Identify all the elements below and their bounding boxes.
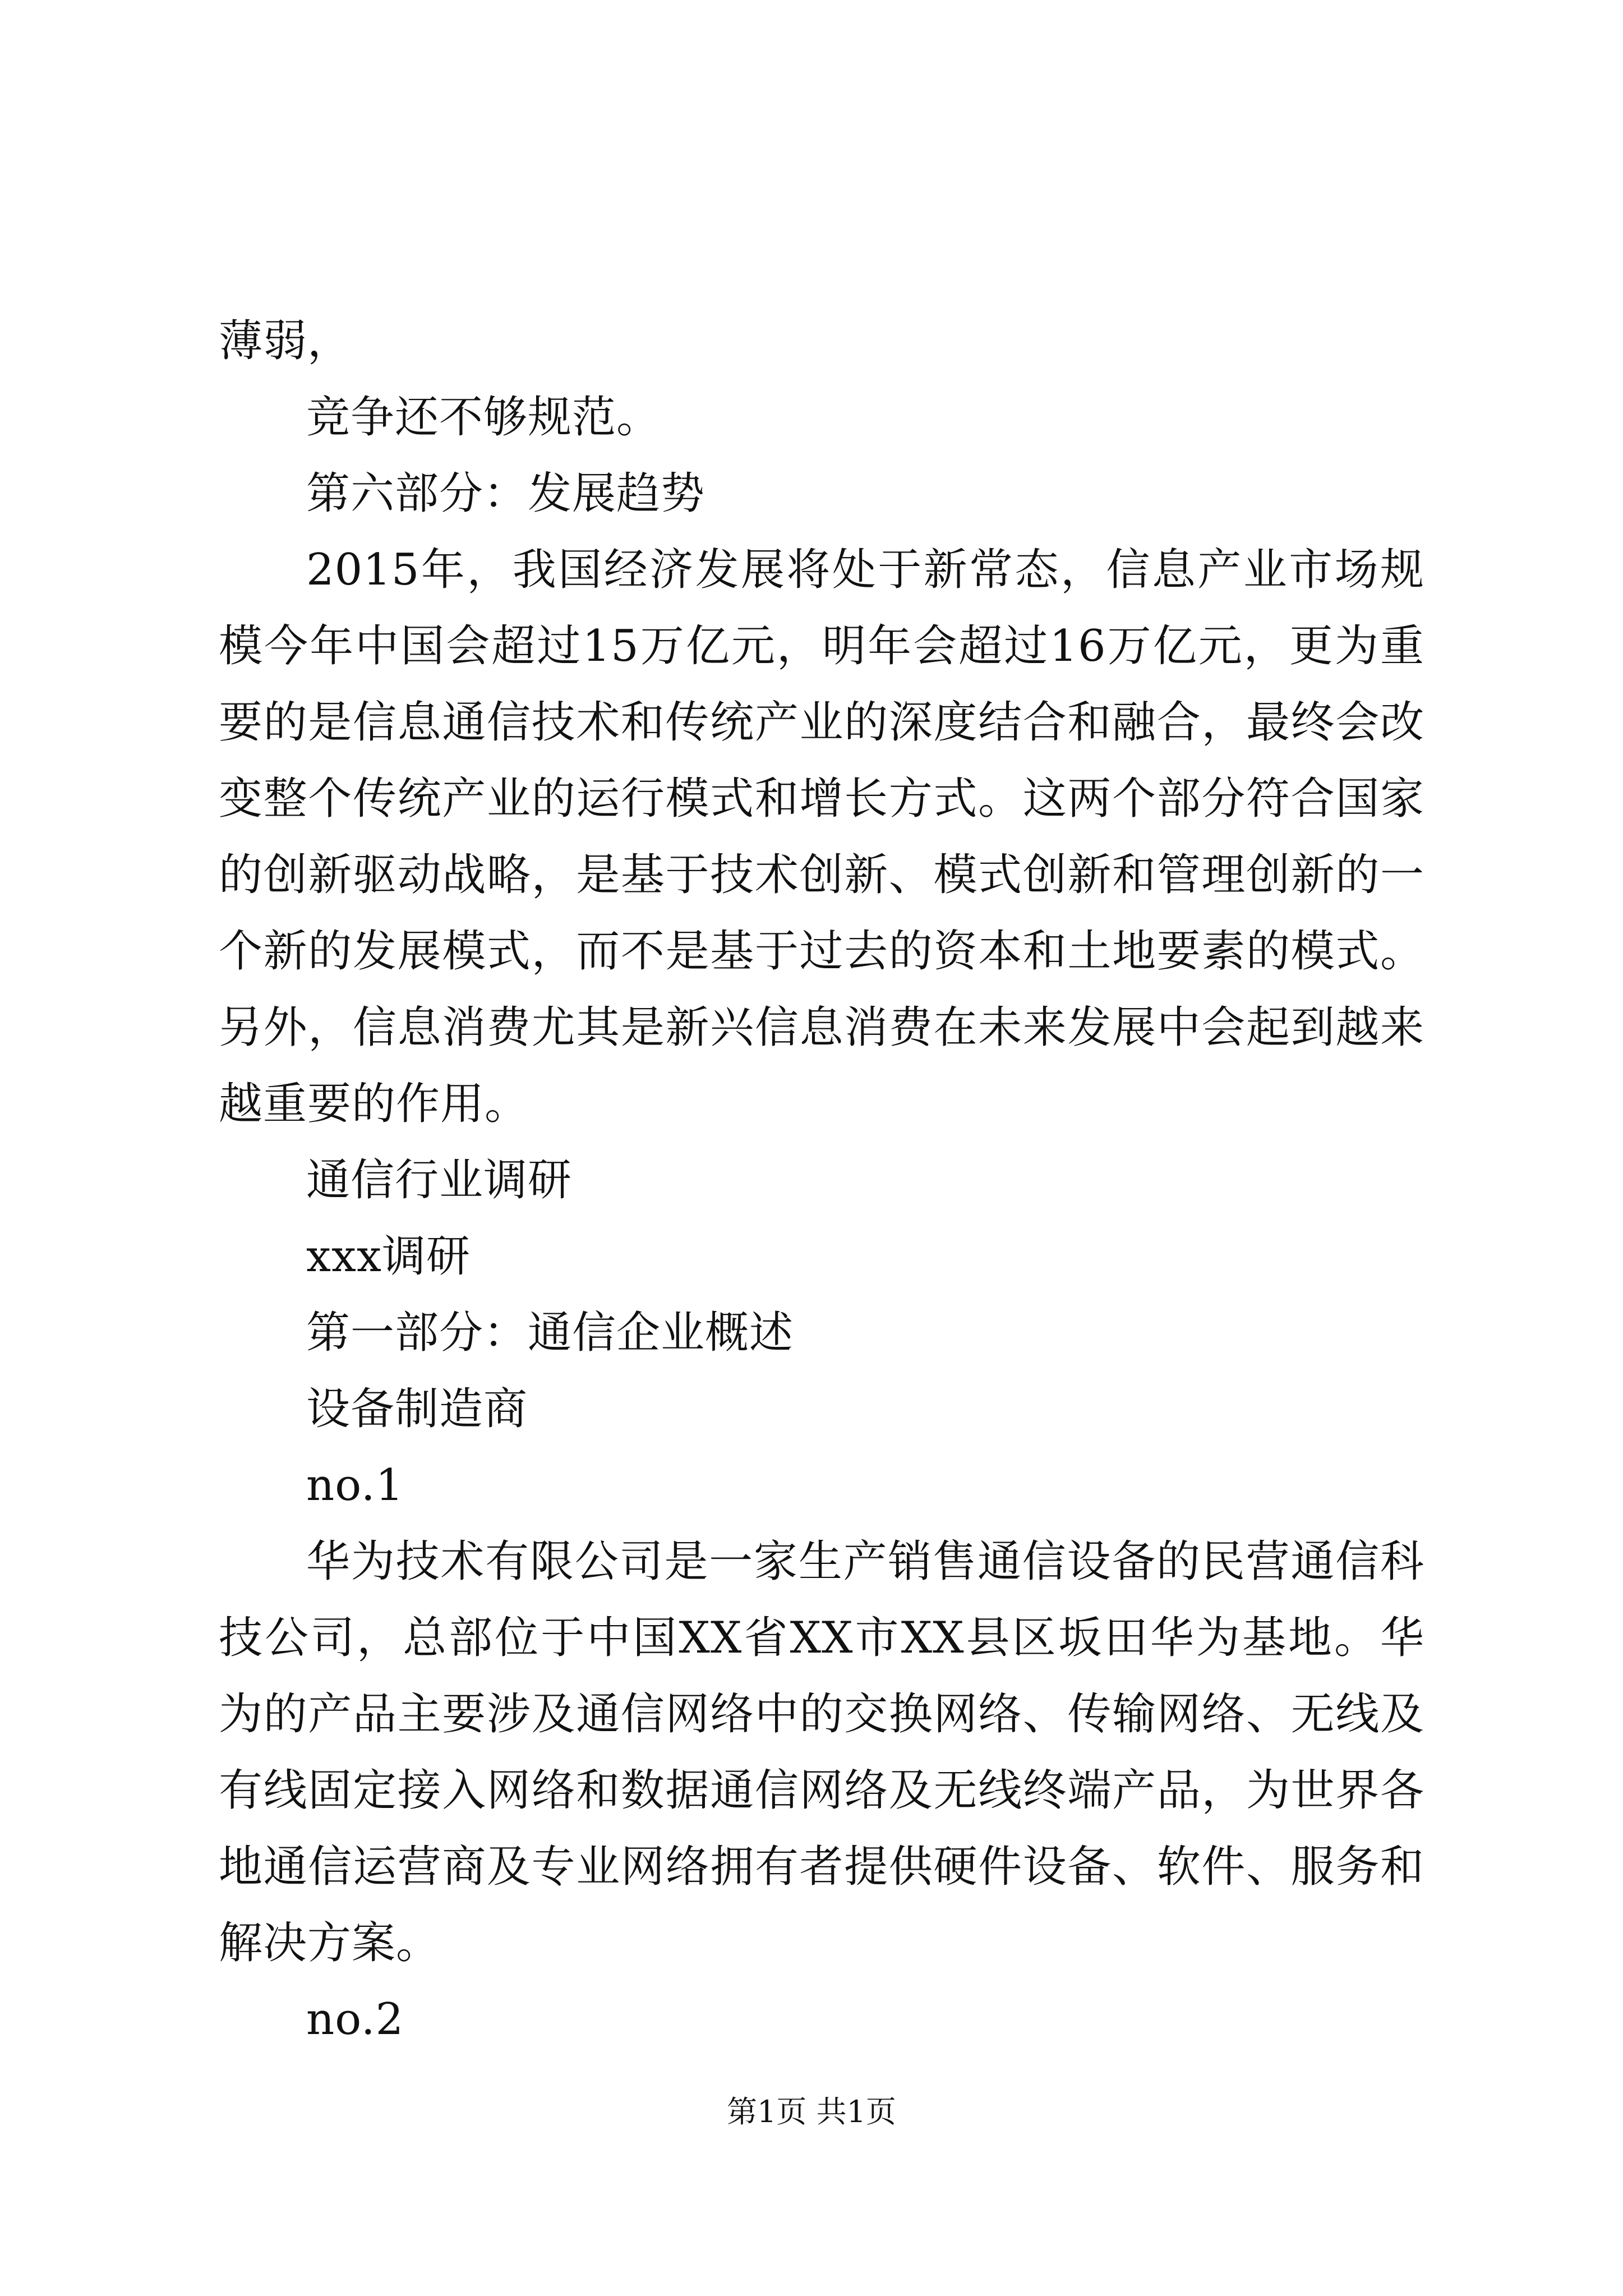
document-subtitle: xxx调研 <box>306 1231 471 1282</box>
paragraph: 竞争还不够规范。 <box>306 392 661 443</box>
rank-label: no.1 <box>306 1460 404 1511</box>
paragraph: 2015年，我国经济发展将处于新常态，信息产业市场规模今年中国会超过15万亿元，明年会超过16万亿元，更为重要的是信息通信技术和传统产业的深度结合和融合，最终会改变整个传统产业的运行模式和增长方式。这两个部分符合国家的创新驱动战略，是基于技术创新、模式创新和管理创新的一个新的发展模式，而不是基于过去的资本和土地要素的模式。另外，信息消费尤其是新兴信息消费在未来发展中会起到越来越重要的作用。 <box>219 545 1424 1129</box>
section-heading: 第一部分：通信企业概述 <box>306 1308 794 1358</box>
rank-label: no.2 <box>306 1994 404 2045</box>
paragraph: 华为技术有限公司是一家生产销售通信设备的民营通信科技公司，总部位于中国XX省XX市XX县区坂田华为基地。华为的产品主要涉及通信网络中的交换网络、传输网络、无线及有线固定接入网络和数据通信网络及无线终端产品，为世界各地通信运营商及专业网络拥有者提供硬件设备、软件、服务和解决方案。 <box>219 1536 1424 1968</box>
subsection-heading: 设备制造商 <box>306 1384 528 1434</box>
paragraph: 薄弱， <box>219 316 352 366</box>
document-title: 通信行业调研 <box>306 1155 573 1205</box>
page-footer: 第1页 共1页 <box>727 2094 896 2129</box>
document-body <box>219 303 1424 2058</box>
section-heading: 第六部分：发展趋势 <box>306 468 706 519</box>
